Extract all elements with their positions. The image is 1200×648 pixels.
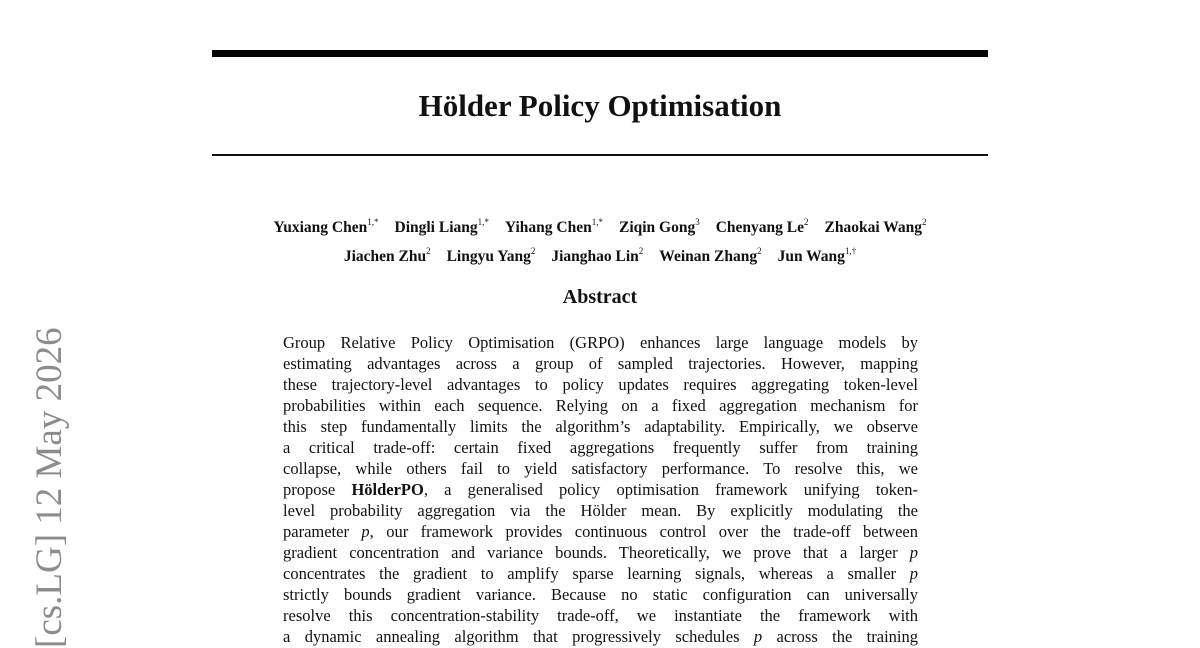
author-affiliation: 2 — [757, 246, 762, 257]
author-affiliation: 2 — [638, 246, 644, 257]
abstract-line: this step fundamentally limits the algorithm’s adaptability. Empirically, we observe — [283, 417, 918, 436]
title-rule — [212, 154, 988, 156]
author-affiliation: 1,* — [367, 217, 379, 227]
author-name: Yuxiang Chen$^{1,*}$ — [273, 217, 379, 237]
author-name: Zhaokai Wang$^2$ — [824, 217, 927, 237]
math-symbol: p — [361, 522, 370, 541]
author-affiliation: 3 — [695, 217, 700, 227]
author-name: Jiachen Zhu$^2$ — [343, 246, 431, 266]
author-name: Weinan Zhang$^2$ — [659, 246, 762, 266]
author-affiliation: 1,† — [844, 246, 857, 257]
author-line-1 — [180, 211, 1020, 240]
abstract-body — [283, 332, 918, 647]
abstract-line: collapse, while others fail to yield satisfactory performance. To resolve this, we — [283, 459, 918, 478]
author-affiliation: 2 — [804, 217, 809, 227]
abstract-line: parameter p, our framework provides continuous control over the trade-off between — [283, 522, 918, 541]
paper-title: Hölder Policy Optimisation — [418, 88, 782, 123]
math-symbol: p — [909, 543, 918, 562]
author-affiliation: 2 — [922, 217, 927, 227]
math-symbol: p — [753, 627, 763, 646]
author-name: Lingyu Yang$^2$ — [446, 246, 536, 266]
abstract-line: concentrates the gradient to amplify sparse learning signals, whereas a smaller p — [283, 564, 918, 583]
method-name: HölderPO — [351, 480, 424, 499]
author-name: Chenyang Le$^2$ — [715, 217, 809, 237]
arxiv-side-stamp: [cs.LG] 12 May 2026 — [29, 327, 70, 648]
author-affiliation: 1,* — [591, 217, 603, 227]
abstract-line: these trajectory-level advantages to policy updates requires aggregating token-level — [283, 375, 918, 394]
math-symbol: p — [909, 564, 918, 583]
author-affiliation: 1,* — [477, 217, 489, 227]
author-list — [180, 211, 1020, 269]
author-line-2 — [180, 240, 1020, 269]
author-affiliation: 2 — [426, 246, 431, 257]
abstract-line: a dynamic annealing algorithm that progressively schedules p across the training — [283, 627, 918, 646]
abstract-line: level probability aggregation via the Hölder mean. By explicitly modulating the — [283, 501, 918, 520]
abstract-line: a critical trade-off: certain fixed aggregations frequently suffer from training — [283, 438, 918, 457]
author-affiliation: 2 — [530, 246, 536, 257]
author-name: Jun Wang$^{1,\dagger}$ — [777, 246, 857, 266]
abstract-heading: Abstract — [562, 286, 638, 308]
top-rule — [212, 50, 988, 57]
abstract-line: Group Relative Policy Optimisation (GRPO) enhances large language models by — [283, 333, 918, 352]
abstract-line: gradient concentration and variance bounds. Theoretically, we prove that a larger p — [283, 543, 918, 562]
abstract-line: propose HölderPO, a generalised policy optimisation framework unifying token- — [283, 480, 918, 499]
abstract-line: resolve this concentration-stability trade-off, we instantiate the framework with — [283, 606, 918, 625]
author-name: Yihang Chen$^{1,*}$ — [504, 217, 603, 237]
abstract-line: estimating advantages across a group of sampled trajectories. However, mapping — [283, 354, 918, 373]
author-name: Jianghao Lin$^2$ — [551, 246, 644, 266]
abstract-line: strictly bounds gradient variance. Because no static configuration can universally — [283, 585, 918, 604]
abstract-line: probabilities within each sequence. Relying on a fixed aggregation mechanism for — [283, 396, 918, 415]
author-name: Dingli Liang$^{1,*}$ — [394, 217, 489, 237]
author-name: Ziqin Gong$^3$ — [618, 217, 700, 237]
